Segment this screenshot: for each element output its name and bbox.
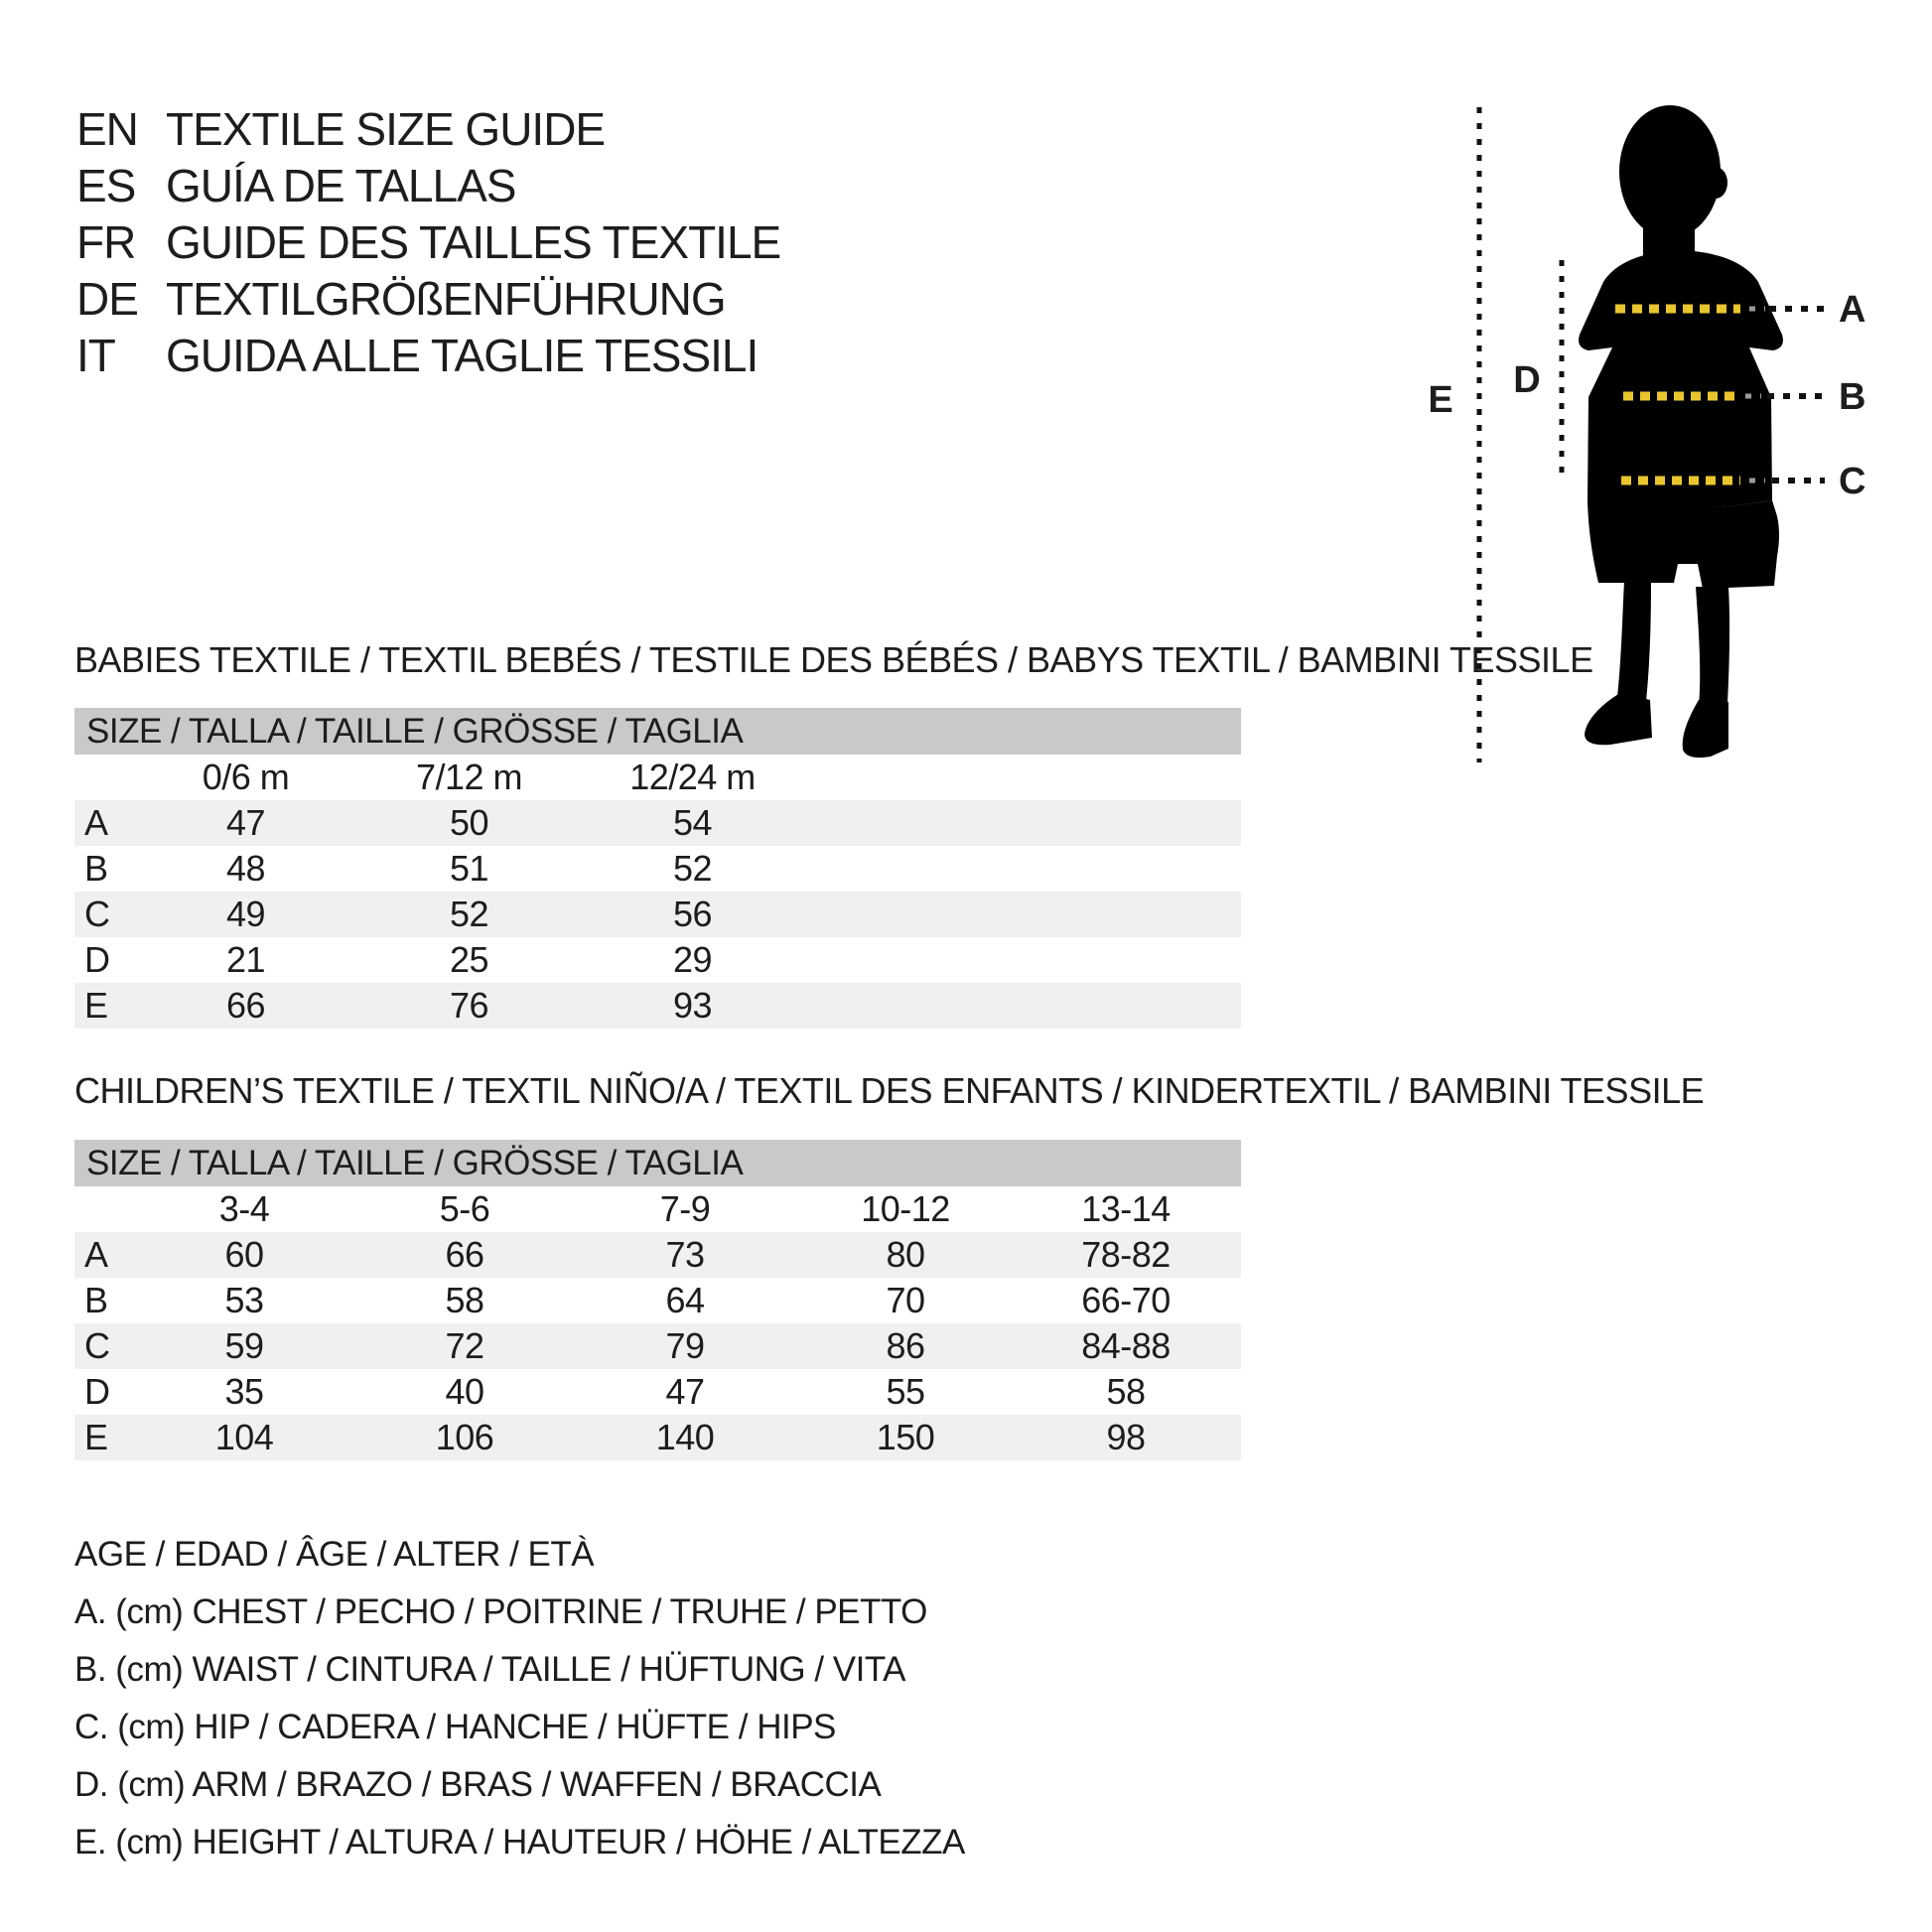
column-header: 10-12 [861, 1188, 950, 1229]
table-cell: 58 [1106, 1371, 1146, 1412]
babies-column-header-row [74, 755, 1241, 800]
row-label: D [84, 1371, 110, 1412]
table-cell: 150 [876, 1417, 935, 1457]
table-cell: 58 [445, 1280, 484, 1320]
babies-size-table [74, 708, 1241, 1029]
lang-row-it [76, 327, 780, 383]
figure-label-e: E [1428, 379, 1453, 421]
table-cell: 52 [672, 848, 713, 889]
lang-code: ES [76, 159, 136, 211]
table-cell: 106 [435, 1417, 494, 1457]
table-cell: 54 [672, 802, 713, 843]
children-table-header-bar: SIZE / TALLA / TAILLE / GRÖSSE / TAGLIA [74, 1140, 1241, 1186]
figure-label-c: C [1839, 461, 1866, 502]
silhouette-right-shoe [1683, 700, 1728, 758]
table-row [74, 800, 1241, 846]
table-cell: 29 [672, 939, 713, 980]
table-row [74, 1415, 1241, 1460]
table-cell: 59 [224, 1325, 264, 1366]
column-header: 0/6 m [202, 757, 290, 797]
row-label: A [84, 1234, 108, 1275]
table-cell: 80 [886, 1234, 925, 1275]
table-cell: 86 [886, 1325, 925, 1366]
figure-label-b: B [1839, 376, 1866, 418]
table-row [74, 937, 1241, 983]
table-cell: 84-88 [1081, 1325, 1171, 1366]
silhouette-head [1619, 105, 1721, 238]
legend-line-height: E. (cm) HEIGHT / ALTURA / HAUTEUR / HÖHE / ALTEZZA [74, 1823, 965, 1862]
table-cell: 78-82 [1081, 1234, 1171, 1275]
table-cell: 73 [665, 1234, 705, 1275]
table-cell: 35 [224, 1371, 264, 1412]
lang-title: GUIDE DES TAILLES TEXTILE [166, 215, 781, 268]
table-cell: 64 [665, 1280, 705, 1320]
table-row [74, 1232, 1241, 1278]
silhouette-shorts [1587, 500, 1779, 589]
lang-title: TEXTILE SIZE GUIDE [166, 102, 606, 155]
children-column-header-row [74, 1186, 1241, 1232]
table-cell: 98 [1106, 1417, 1146, 1457]
table-cell: 93 [672, 985, 713, 1026]
table-row [74, 892, 1241, 937]
row-label: C [84, 894, 110, 934]
table-cell: 51 [449, 848, 489, 889]
table-cell: 60 [224, 1234, 264, 1275]
figure-label-a: A [1839, 289, 1866, 331]
row-label: E [84, 1417, 108, 1457]
table-cell: 50 [449, 802, 489, 843]
silhouette-left-shoe [1585, 693, 1652, 745]
table-cell: 104 [214, 1417, 274, 1457]
table-cell: 52 [449, 894, 489, 934]
table-cell: 79 [665, 1325, 705, 1366]
babies-table-header-bar: SIZE / TALLA / TAILLE / GRÖSSE / TAGLIA [74, 708, 1241, 755]
table-cell: 66-70 [1081, 1280, 1171, 1320]
child-silhouette [1579, 105, 1783, 758]
column-header: 5-6 [439, 1188, 490, 1229]
figure-label-d: D [1513, 359, 1541, 401]
column-header: 12/24 m [629, 757, 756, 797]
table-cell: 49 [225, 894, 266, 934]
table-cell: 40 [445, 1371, 484, 1412]
column-header: 3-4 [218, 1188, 270, 1229]
table-cell: 21 [225, 939, 266, 980]
table-cell: 47 [665, 1371, 705, 1412]
table-row [74, 846, 1241, 892]
legend-line-arm: D. (cm) ARM / BRAZO / BRAS / WAFFEN / BRACCIA [74, 1765, 882, 1804]
silhouette-torso [1579, 250, 1783, 509]
table-cell: 140 [655, 1417, 715, 1457]
silhouette-left-leg [1617, 581, 1651, 702]
table-cell: 53 [224, 1280, 264, 1320]
table-cell: 25 [449, 939, 489, 980]
row-label: E [84, 985, 108, 1026]
measurement-figure [1390, 60, 1906, 794]
column-header: 13-14 [1081, 1188, 1171, 1229]
lang-code: EN [76, 102, 138, 155]
row-label: B [84, 848, 108, 889]
lang-row-de [76, 270, 780, 327]
silhouette-ear [1704, 167, 1727, 199]
legend-line-waist: B. (cm) WAIST / CINTURA / TAILLE / HÜFTUNG / VITA [74, 1650, 905, 1689]
row-label: C [84, 1325, 110, 1366]
lang-code: DE [76, 272, 138, 325]
table-row [74, 1278, 1241, 1323]
legend-line-hip: C. (cm) HIP / CADERA / HANCHE / HÜFTE / HIPS [74, 1708, 836, 1746]
language-title-list [76, 100, 780, 383]
lang-code: FR [76, 215, 136, 268]
column-header: 7/12 m [415, 757, 523, 797]
measurement-legend [74, 1526, 965, 1871]
table-cell: 70 [886, 1280, 925, 1320]
table-row [74, 1369, 1241, 1415]
table-cell: 55 [886, 1371, 925, 1412]
lang-row-en [76, 100, 780, 157]
table-cell: 66 [445, 1234, 484, 1275]
table-row [74, 1323, 1241, 1369]
lang-title: GUIDA ALLE TAGLIE TESSILI [166, 329, 759, 381]
row-label: A [84, 802, 108, 843]
lang-title: GUÍA DE TALLAS [166, 159, 516, 211]
table-cell: 48 [225, 848, 266, 889]
column-header: 7-9 [659, 1188, 711, 1229]
child-silhouette-diagram [1390, 60, 1906, 794]
children-size-table [74, 1140, 1241, 1460]
lang-title: TEXTILGRÖßENFÜHRUNG [166, 272, 726, 325]
row-label: D [84, 939, 110, 980]
table-cell: 76 [449, 985, 489, 1026]
legend-line-chest: A. (cm) CHEST / PECHO / POITRINE / TRUHE / PETTO [74, 1592, 927, 1631]
children-section-title: CHILDREN’S TEXTILE / TEXTIL NIÑO/A / TEXTIL DES ENFANTS / KINDERTEXTIL / BAMBINI TESSILE [74, 1070, 1705, 1111]
lang-row-fr [76, 213, 780, 270]
table-cell: 47 [225, 802, 266, 843]
table-cell: 66 [225, 985, 266, 1026]
lang-code: IT [76, 329, 115, 381]
silhouette-right-leg [1696, 587, 1729, 707]
babies-section-title: BABIES TEXTILE / TEXTIL BEBÉS / TESTILE DES BÉBÉS / BABYS TEXTIL / BAMBINI TESSILE [74, 639, 1593, 680]
table-cell: 56 [672, 894, 713, 934]
table-cell: 72 [445, 1325, 484, 1366]
legend-line-age: AGE / EDAD / ÂGE / ALTER / ETÀ [74, 1535, 595, 1574]
table-row [74, 983, 1241, 1029]
row-label: B [84, 1280, 108, 1320]
lang-row-es [76, 157, 780, 213]
